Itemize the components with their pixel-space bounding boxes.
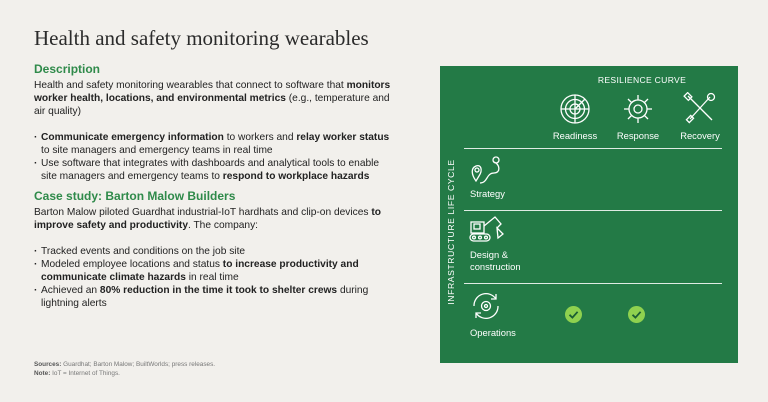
bullet-bold: relay worker status — [296, 132, 390, 143]
sources-line — [34, 361, 215, 370]
case-study-text-2: . The company: — [187, 220, 259, 231]
gear-icon — [620, 92, 656, 126]
list-item — [34, 245, 394, 258]
bullet-bold: 80% reduction in the time it took to shelter crews — [99, 285, 338, 296]
bullet-text: to site managers and emergency teams in real time — [41, 145, 273, 156]
check-operations-response-icon — [628, 306, 645, 323]
column-label-response: Response — [616, 130, 660, 141]
case-study-heading: Case study: Barton Malow Builders — [34, 189, 236, 203]
description-text-1: Health and safety monitoring wearables that connect to software that — [34, 80, 347, 91]
bullet-bold: Communicate emergency information — [41, 132, 224, 143]
note-label: Note: — [34, 369, 51, 377]
list-item — [34, 284, 394, 310]
case-study-paragraph — [34, 206, 394, 232]
description-heading: Description — [34, 62, 101, 76]
description-text-bold: monitors worker health, locations, and environmental metrics — [34, 80, 391, 104]
row-label-operations: Operations — [470, 327, 516, 338]
infrastructure-axis-label: INFRASTRUCTURE LIFE CYCLE — [446, 159, 456, 305]
list-item — [34, 131, 394, 157]
bullet-bold: respond to workplace hazards — [222, 171, 370, 182]
cycle-gear-icon — [468, 288, 508, 324]
list-item — [34, 157, 394, 183]
bullet-text: Achieved an — [41, 285, 100, 296]
column-label-recovery: Recovery — [680, 130, 720, 141]
case-study-bullets — [34, 245, 394, 310]
description-paragraph — [34, 79, 394, 118]
bullet-text: Modeled employee locations and status — [41, 259, 223, 270]
tools-icon — [682, 92, 718, 126]
sources-label: Sources: — [34, 361, 62, 368]
row-label-strategy: Strategy — [470, 188, 505, 199]
excavator-icon — [468, 214, 508, 250]
description-bullets — [34, 131, 394, 183]
radar-icon — [557, 92, 593, 126]
bullet-text: to workers and — [223, 132, 297, 143]
route-pin-icon — [468, 155, 508, 191]
description-text-2: (e.g., temperature and air quality) — [34, 93, 390, 117]
bullet-text: in real time — [185, 272, 239, 283]
bullet-bold: to increase productivity and communicate climate hazards — [41, 259, 359, 283]
note-text: IoT = Internet of Things. — [50, 369, 120, 377]
resilience-curve-title: RESILIENCE CURVE — [597, 75, 687, 85]
column-label-readiness: Readiness — [552, 130, 598, 141]
page-title: Health and safety monitoring wearables — [34, 26, 369, 50]
bullet-text: Use software that integrates with dashboards and analytical tools to enable site managers and emergency teams to — [41, 158, 380, 182]
bullet-text: Tracked events and conditions on the job site — [41, 246, 246, 257]
divider — [464, 148, 722, 149]
resilience-framework-panel — [440, 66, 738, 363]
footer-notes — [34, 361, 215, 378]
case-study-text-bold: to improve safety and productivity — [34, 207, 381, 231]
sources-text: Guardhat; Barton Malow; BuiltWorlds; press releases. — [61, 361, 216, 368]
divider — [464, 283, 722, 284]
check-operations-readiness-icon — [565, 306, 582, 323]
content-column — [34, 63, 394, 310]
list-item — [34, 258, 394, 284]
note-line — [34, 370, 215, 379]
row-label-design-construction: Design & construction — [470, 249, 521, 272]
case-study-text-1: Barton Malow piloted Guardhat industrial-IoT hardhats and clip-on devices — [34, 207, 372, 218]
divider — [464, 210, 722, 211]
bullet-text: during lightning alerts — [41, 285, 369, 309]
